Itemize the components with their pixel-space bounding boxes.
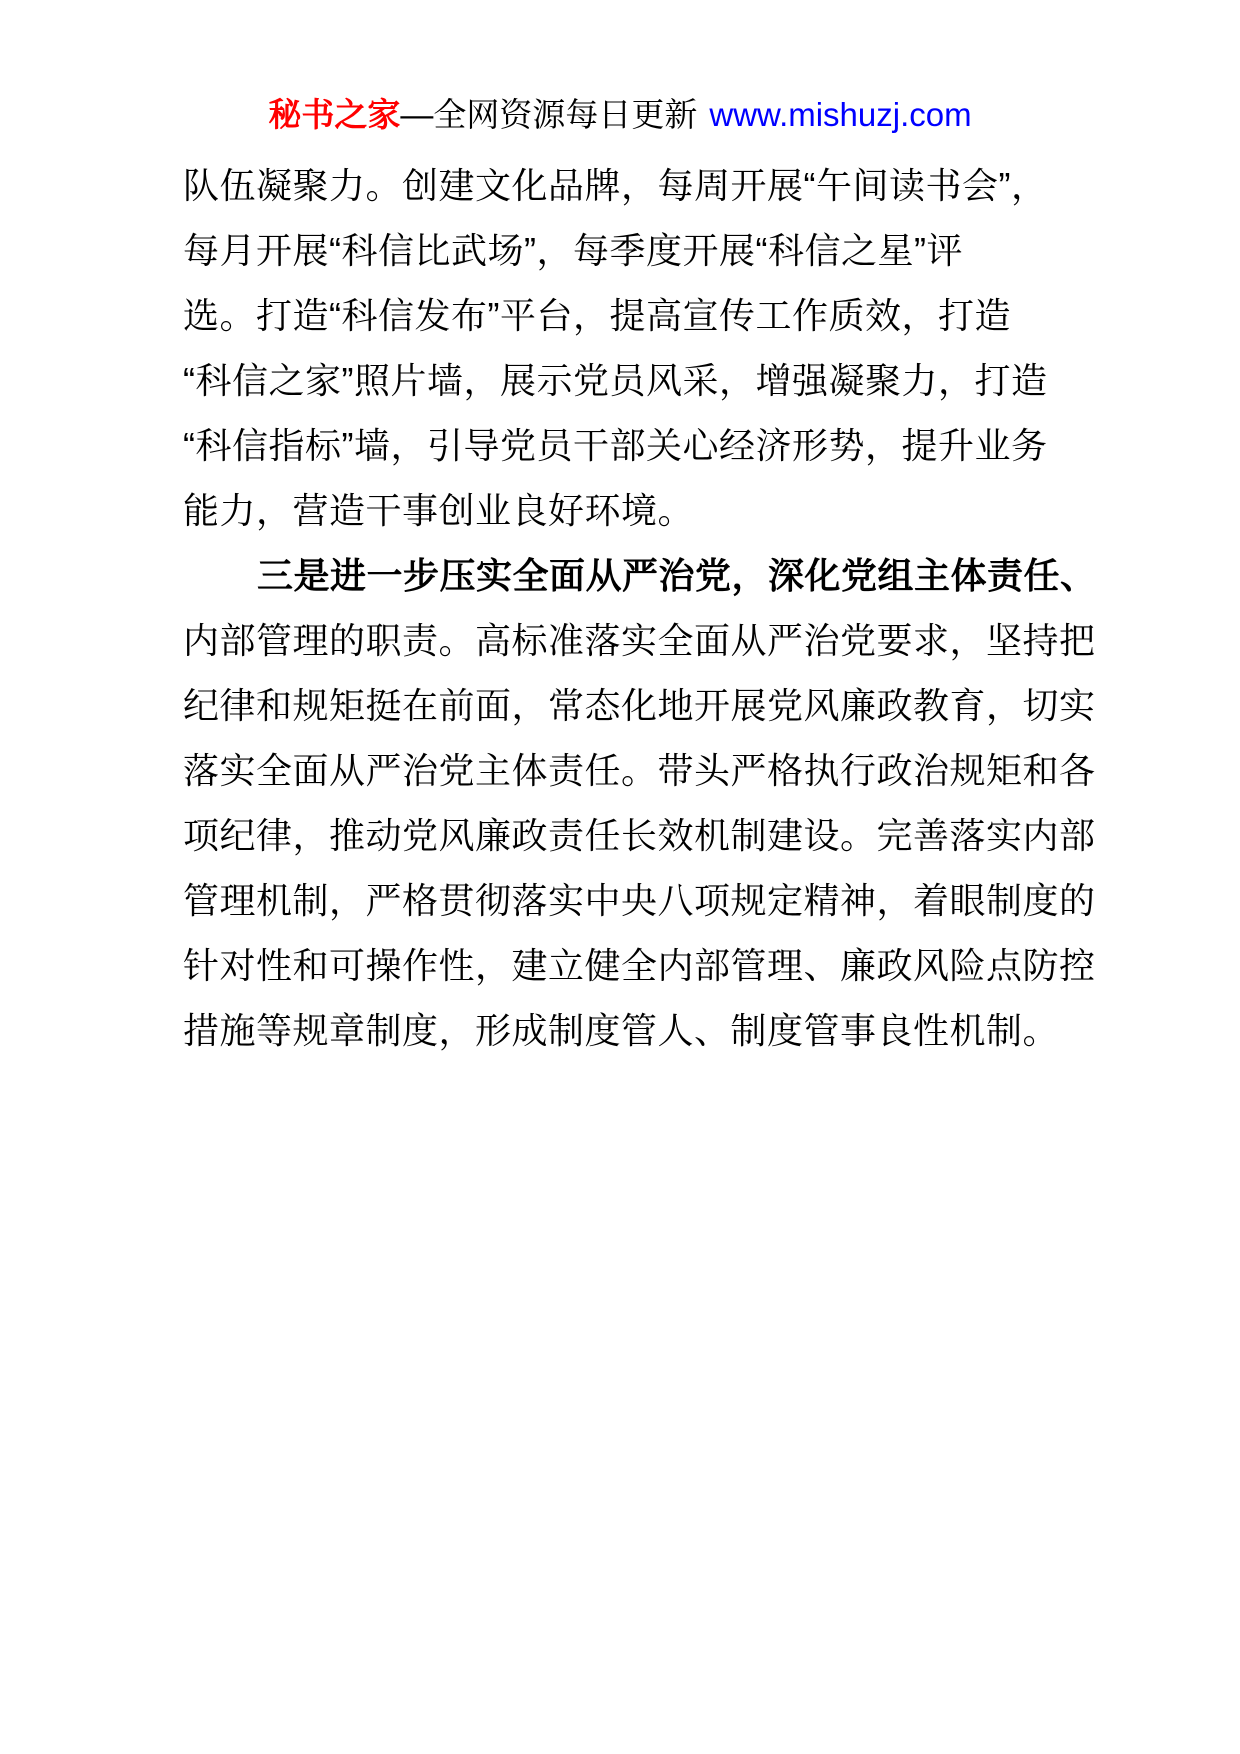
- document-body: [183, 153, 1103, 1063]
- header-url-link[interactable]: www.mishuzj.com: [709, 96, 972, 133]
- text-line: 管理机制，严格贯彻落实中央八项规定精神，着眼制度的: [183, 880, 1096, 921]
- paragraph-1: [183, 153, 1103, 543]
- brand-name: 秘书之家: [268, 96, 401, 133]
- text-line: 内部管理的职责。高标准落实全面从严治党要求，坚持把: [183, 620, 1096, 661]
- text-line: 每月开展“科信比武场”，每季度开展“科信之星”评: [183, 230, 963, 271]
- header-dash: —: [400, 96, 434, 133]
- text-line: 纪律和规矩挺在前面，常态化地开展党风廉政教育，切实: [183, 685, 1096, 726]
- text-line: “科信之家”照片墙，展示党员风采，增强凝聚力，打造: [183, 360, 1048, 401]
- text-line: “科信指标”墙，引导党员干部关心经济形势，提升业务: [183, 425, 1048, 466]
- text-line-lead: 三是进一步压实全面从严治党，深化党组主体责任、: [257, 555, 1097, 596]
- text-line: 落实全面从严治党主体责任。带头严格执行政治规矩和各: [183, 750, 1096, 791]
- text-line: 能力，营造干事创业良好环境。: [183, 490, 695, 531]
- text-line: 选。打造“科信发布”平台，提高宣传工作质效，打造: [183, 295, 1011, 336]
- site-header: [0, 93, 1240, 137]
- text-line: 项纪律，推动党风廉政责任长效机制建设。完善落实内部: [183, 815, 1096, 856]
- header-tagline: 全网资源每日更新: [433, 96, 698, 133]
- paragraph-2: [183, 543, 1103, 1063]
- text-line: 针对性和可操作性，建立健全内部管理、廉政风险点防控: [183, 945, 1096, 986]
- text-line: 措施等规章制度，形成制度管人、制度管事良性机制。: [183, 1010, 1060, 1051]
- text-line: 队伍凝聚力。创建文化品牌，每周开展“午间读书会”，: [183, 165, 1048, 206]
